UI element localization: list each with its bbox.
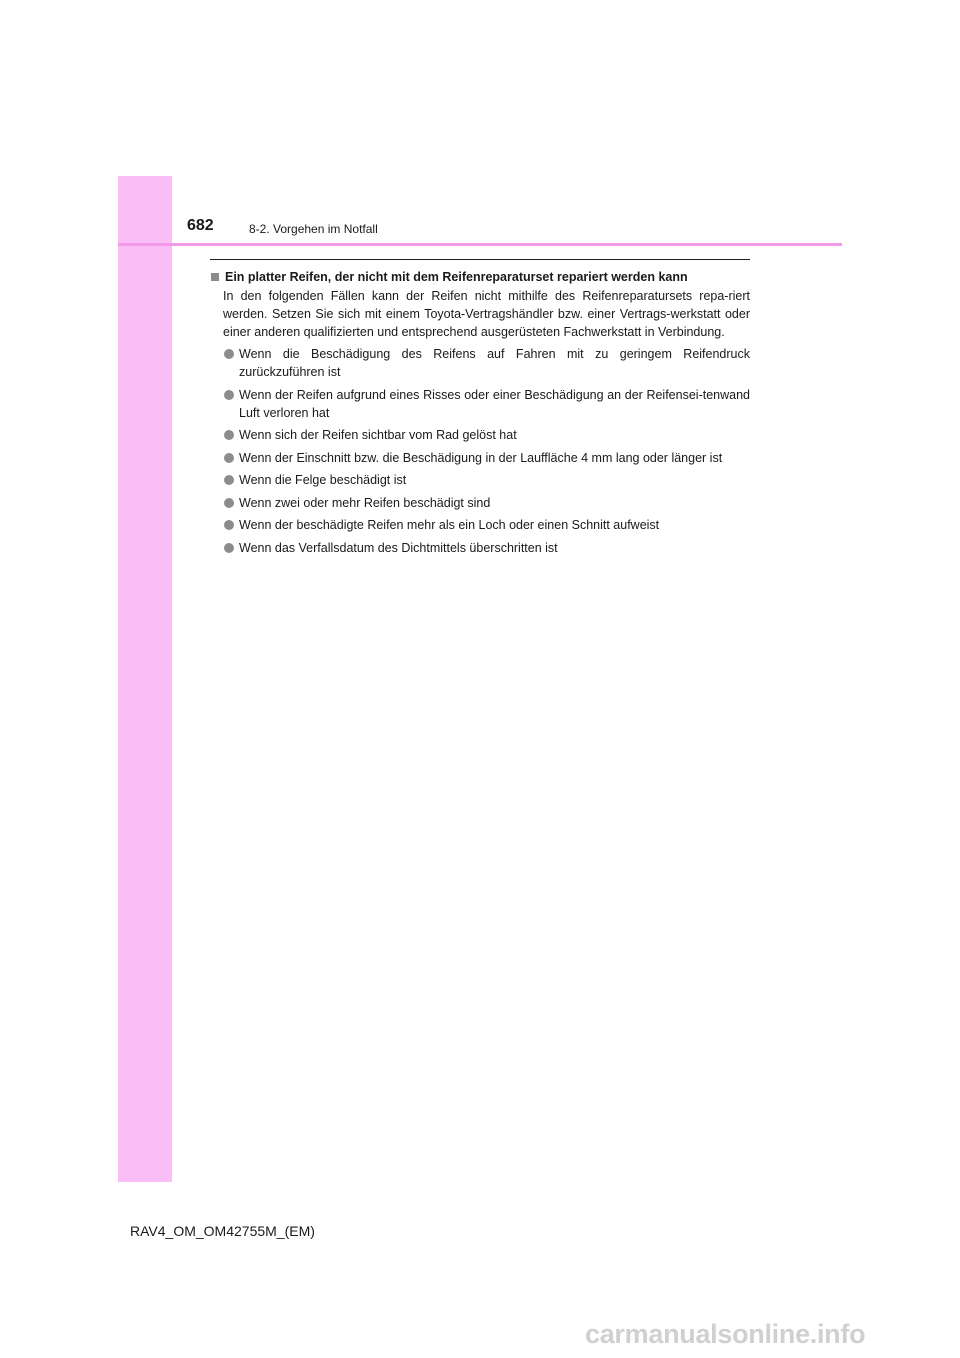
list-item — [223, 345, 750, 381]
list-item — [223, 386, 750, 422]
bullet-list — [223, 345, 750, 557]
document-code: RAV4_OM_OM42755M_(EM) — [130, 1223, 315, 1239]
circle-bullet-icon — [224, 475, 234, 485]
square-bullet-icon — [211, 273, 219, 281]
circle-bullet-icon — [224, 520, 234, 530]
list-item — [223, 471, 750, 489]
subsection-heading-text: Ein platter Reifen, der nicht mit dem Reifenreparaturset repariert werden kann — [225, 270, 688, 284]
list-item-text: Wenn der Reifen aufgrund eines Risses oder einer Beschädigung an der Reifensei-tenwand Luft verloren hat — [239, 387, 750, 420]
list-item — [223, 494, 750, 512]
list-item-text: Wenn die Felge beschädigt ist — [239, 473, 407, 487]
header-rule — [118, 243, 842, 246]
list-item-text: Wenn das Verfallsdatum des Dichtmittels überschritten ist — [239, 540, 558, 555]
intro-paragraph: In den folgenden Fällen kann der Reifen nicht mithilfe des Reifenreparatursets repa-riert werden. Setzen Sie sich mit einem Toyota-Vertragshändler bzw. einer Vertrags-werkstatt oder einer anderen qualifizierten und entsprechend ausgerüsteten Fachwerkstatt in Verbindung. — [223, 289, 750, 339]
circle-bullet-icon — [224, 349, 234, 359]
list-item-text: Wenn sich der Reifen sichtbar vom Rad gelöst hat — [239, 428, 517, 442]
main-content — [210, 268, 750, 561]
circle-bullet-icon — [224, 453, 234, 463]
watermark: carmanualsonline.info — [585, 1319, 866, 1349]
list-item — [223, 426, 750, 444]
list-item — [223, 516, 750, 534]
list-item — [223, 539, 750, 557]
section-title: 8-2. Vorgehen im Notfall — [249, 222, 378, 236]
circle-bullet-icon — [224, 498, 234, 508]
content-divider — [210, 259, 750, 260]
list-item-text: Wenn der Einschnitt bzw. die Beschädigung in der Lauffläche 4 mm lang oder länger ist — [239, 450, 723, 465]
list-item-text: Wenn die Beschädigung des Reifens auf Fahren mit zu geringem Reifendruck zurückzuführen ist — [239, 347, 750, 379]
side-color-band — [118, 176, 172, 1182]
list-item-text: Wenn zwei oder mehr Reifen beschädigt sind — [239, 495, 491, 510]
circle-bullet-icon — [224, 390, 234, 400]
list-item — [223, 449, 750, 467]
page-number: 682 — [187, 217, 214, 234]
list-item-text: Wenn der beschädigte Reifen mehr als ein Loch oder einen Schnitt aufweist — [239, 518, 660, 532]
circle-bullet-icon — [224, 543, 234, 553]
subsection-heading — [210, 268, 750, 286]
circle-bullet-icon — [224, 430, 234, 440]
